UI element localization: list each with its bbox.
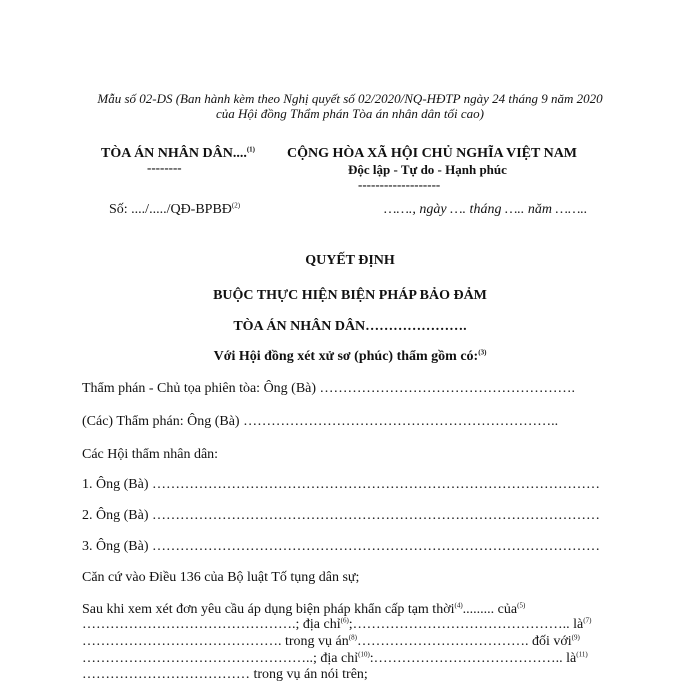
legal-basis: Căn cứ vào Điều 136 của Bộ luật Tố tụng dân sự;	[82, 570, 360, 585]
review-line-4: …………………………………………..; địa chỉ$^{(10)}$:………………………………….. $là^{(11)}$	[82, 650, 588, 666]
footnote-ref-4: (4)	[454, 601, 463, 610]
assessor-line: 1. Ông (Bà) ……………………………………………………………………………………	[82, 477, 600, 492]
document-subtitle: BUỘC THỰC HIỆN BIỆN PHÁP BẢO ĐẢM	[213, 288, 487, 303]
form-reference-line-2: của Hội đồng Thẩm phán Tòa án nhân dân tối cao)	[216, 106, 484, 121]
assessors-label: Các Hội thẩm nhân dân:	[82, 447, 219, 462]
national-motto: Độc lập - Tự do - Hạnh phúc	[348, 162, 507, 177]
review-line-1: Sau khi xem xét đơn yêu cầu áp dụng biện pháp khẩn cấp tạm thời$^{(4)}$......... của$^{(5)}$	[82, 601, 526, 617]
court-divider: --------	[147, 160, 182, 175]
footnote-ref-8: (8)	[348, 633, 357, 642]
document-title: QUYẾT ĐỊNH	[305, 253, 395, 268]
review-line-5: ……………………………… trong vụ án nói trên;	[82, 667, 368, 682]
footnote-ref-7: (7)	[583, 616, 592, 625]
issuing-court: TÒA ÁN NHÂN DÂN………………….	[233, 319, 467, 334]
footnote-ref-9: (9)	[571, 633, 580, 642]
assessor-line: 2. Ông (Bà) ……………………………………………………………………………………	[82, 508, 600, 523]
footnote-ref-5: (5)	[517, 601, 526, 610]
presiding-judge-line: Thẩm phán - Chủ tọa phiên tòa: Ông (Bà) ……………………………………………….	[82, 381, 576, 396]
judges-line: (Các) Thẩm phán: Ông (Bà) …………………………………………………………..	[82, 414, 559, 429]
court-name: TÒA ÁN NHÂN DÂN....$^{(1)}$	[101, 145, 256, 161]
country-name: CỘNG HÒA XÃ HỘI CHỦ NGHĨA VIỆT NAM	[287, 146, 578, 161]
footnote-ref-6: (6)	[340, 616, 349, 625]
footnote-ref-3: (3)	[478, 348, 487, 357]
decision-number: Số: ..../...../QĐ-BPBĐ$^{(2)}$	[109, 201, 241, 217]
review-line-2: ……………………………………….; địa chỉ$^{(6)}$;……………………………………….. $là^{(7)}$	[82, 616, 592, 632]
footnote-ref-1: (1)	[246, 145, 256, 154]
footnote-ref-2: (2)	[231, 201, 241, 210]
review-line-3: ……………………………………. trong vụ $án^{(8)}\dots\dots\dots\dots\dots\dots\dots\dots\dots\dots\dots\dots$. đối với$^{(9)}$	[82, 633, 580, 649]
assessor-line: 3. Ông (Bà) ……………………………………………………………………………………	[82, 539, 600, 554]
footnote-ref-11: (11)	[576, 650, 588, 659]
date-line: ……., ngày …. tháng ….. năm ……..	[384, 202, 588, 217]
footnote-ref-10: (10)	[358, 650, 370, 659]
form-reference-line-1: Mẫu số 02-DS (Ban hành kèm theo Nghị quyết số 02/2020/NQ-HĐTP ngày 24 tháng 9 năm 2020	[97, 91, 603, 106]
panel-heading: Với Hội đồng xét xử sơ (phúc) thẩm gồm có:$^{(3)}$	[213, 348, 487, 364]
motto-divider: -------------------	[358, 177, 441, 192]
